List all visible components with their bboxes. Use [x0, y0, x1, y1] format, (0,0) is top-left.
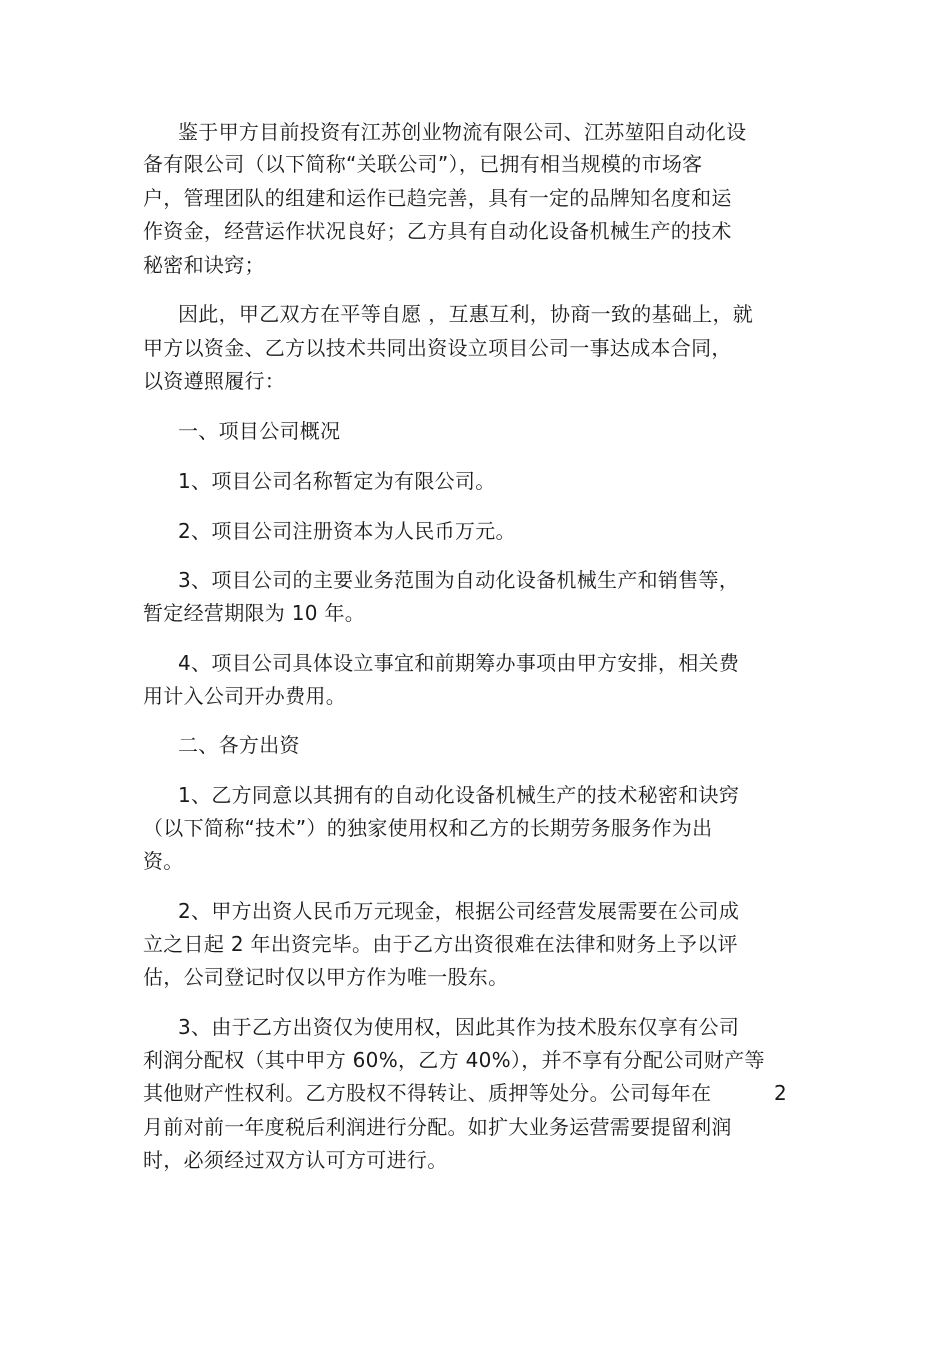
section-1-item-3-line-2: 暂定经营期限为 10 年。 [143, 601, 366, 625]
section-2-item-2-line-1: 2、甲方出资人民币万元现金，根据公司经营发展需要在公司成 [178, 899, 740, 923]
section-2-item-3-line-5: 时，必须经过双方认可方可进行。 [143, 1148, 448, 1172]
section-2-item-1-line-3: 资。 [143, 849, 184, 873]
section-1-item-2: 2、项目公司注册资本为人民币万元。 [178, 519, 516, 543]
section-1-title: 一、项目公司概况 [178, 419, 341, 443]
paragraph-1-line-1: 鉴于甲方目前投资有江苏创业物流有限公司、江苏堃阳自动化设 [178, 120, 747, 144]
section-2-item-2-line-3: 估，公司登记时仅以甲方作为唯一股东。 [143, 965, 509, 989]
section-1-item-1: 1、项目公司名称暂定为有限公司。 [178, 469, 496, 493]
section-2-item-1-line-1: 1、乙方同意以其拥有的自动化设备机械生产的技术秘密和诀窍 [178, 783, 740, 807]
paragraph-2-line-3: 以资遵照履行： [143, 369, 286, 393]
paragraph-1-line-2: 备有限公司（以下简称“关联公司”），已拥有相当规模的市场客 [143, 152, 703, 176]
section-2-title: 二、各方出资 [178, 733, 300, 757]
paragraph-1-line-3: 户，管理团队的组建和运作已趋完善，具有一定的品牌知名度和运 [143, 186, 732, 210]
paragraph-2-line-1: 因此，甲乙双方在平等自愿 ，互惠互利，协商一致的基础上，就 [178, 302, 754, 326]
paragraph-1-line-5: 秘密和诀窍； [143, 253, 265, 277]
paragraph-2-line-2: 甲方以资金、乙方以技术共同出资设立项目公司一事达成本合同， [143, 336, 732, 360]
section-1-item-4-line-2: 用计入公司开办费用。 [143, 684, 346, 708]
section-2-item-3-trailing-number: 2 [774, 1081, 787, 1105]
section-1-item-3-line-1: 3、项目公司的主要业务范围为自动化设备机械生产和销售等， [178, 568, 740, 592]
section-2-item-3-line-1: 3、由于乙方出资仅为使用权，因此其作为技术股东仅享有公司 [178, 1015, 740, 1039]
section-2-item-3-line-4: 月前对前一年度税后利润进行分配。如扩大业务运营需要提留利润 [143, 1115, 732, 1139]
paragraph-1-line-4: 作资金，经营运作状况良好；乙方具有自动化设备机械生产的技术 [143, 219, 732, 243]
section-2-item-2-line-2: 立之日起 2 年出资完毕。由于乙方出资很难在法律和财务上予以评 [143, 932, 738, 956]
section-2-item-1-line-2: （以下简称“技术”）的独家使用权和乙方的长期劳务服务作为出 [143, 816, 713, 840]
section-2-item-3-line-3: 其他财产性权利。乙方股权不得转让、质押等处分。公司每年在 [143, 1081, 712, 1105]
section-2-item-3-line-2: 利润分配权（其中甲方 60%，乙方 40%），并不享有分配公司财产等 [143, 1048, 765, 1072]
section-1-item-4-line-1: 4、项目公司具体设立事宜和前期筹办事项由甲方安排，相关费 [178, 651, 740, 675]
